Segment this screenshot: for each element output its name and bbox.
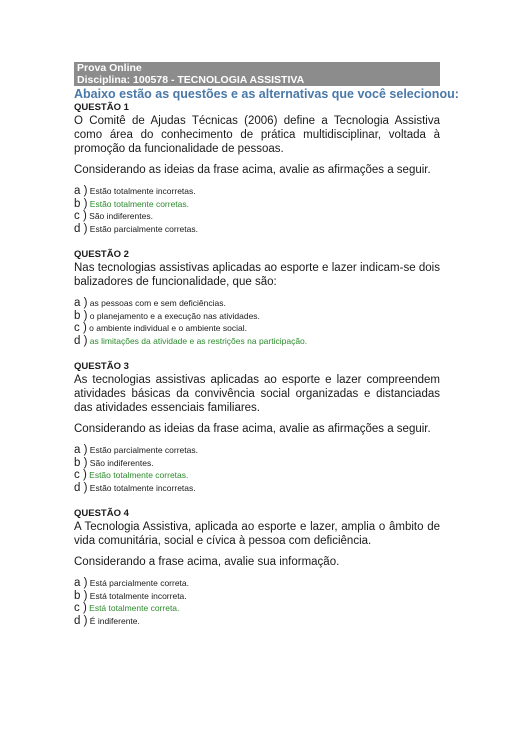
selected-option xyxy=(74,602,440,615)
option-item xyxy=(74,297,440,310)
exam-content xyxy=(74,62,459,641)
exam-title: Prova Online xyxy=(77,62,142,74)
question-label: QUESTÃO 4 xyxy=(74,508,129,519)
option-text: as pessoas com e sem deficiências. xyxy=(89,298,226,308)
option-letter: d ) xyxy=(74,481,88,494)
exam-header xyxy=(74,62,440,86)
option-letter: d ) xyxy=(74,614,88,627)
questions-list xyxy=(74,102,440,627)
option-item xyxy=(74,590,440,603)
question-label: QUESTÃO 1 xyxy=(74,102,129,113)
question-label: QUESTÃO 3 xyxy=(74,361,129,372)
option-text: Está totalmente incorreta. xyxy=(89,590,187,601)
options-list xyxy=(74,185,440,235)
option-text: Estão totalmente incorretas. xyxy=(89,482,196,493)
option-text: o planejamento e a execução nas atividades. xyxy=(89,310,260,321)
option-text: São indiferentes. xyxy=(89,457,154,468)
question-text: A Tecnologia Assistiva, aplicada ao esporte e lazer, amplia o âmbito de vida comunitária, social e cívica à pessoa com deficiência. xyxy=(74,521,440,547)
question-label: QUESTÃO 2 xyxy=(74,249,129,260)
option-letter: d ) xyxy=(74,222,88,235)
option-item xyxy=(74,482,440,495)
question-text: O Comitê de Ajudas Técnicas (2006) define a Tecnologia Assistiva como área do conhecimento de prática multidisciplinar, voltada à promoção da funcionalidade de pessoas. xyxy=(74,115,440,155)
option-letter: b ) xyxy=(74,456,88,469)
selected-option xyxy=(74,198,440,211)
option-letter: c ) xyxy=(74,602,87,614)
option-letter: c ) xyxy=(74,469,87,481)
question-text: As tecnologias assistivas aplicadas ao esporte e lazer compreendem atividades básicas da convivência social organizadas e distanciadas das atividades essenciais familiares. xyxy=(74,374,440,414)
option-text: Está totalmente correta. xyxy=(89,603,180,613)
discipline-line: Disciplina: 100578 - TECNOLOGIA ASSISTIVA xyxy=(77,74,305,86)
option-letter: b ) xyxy=(74,197,88,210)
option-item xyxy=(74,322,440,335)
selected-option xyxy=(74,335,440,348)
option-letter: b ) xyxy=(74,309,88,322)
option-letter: b ) xyxy=(74,589,88,602)
option-letter: a ) xyxy=(74,297,88,309)
option-letter: c ) xyxy=(74,210,87,222)
option-item xyxy=(74,310,440,323)
options-list xyxy=(74,577,440,627)
question-instruction: Considerando as ideias da frase acima, avalie as afirmações a seguir. xyxy=(74,164,431,176)
options-list xyxy=(74,297,440,347)
option-item xyxy=(74,444,440,457)
option-item xyxy=(74,185,440,198)
option-text: São indiferentes. xyxy=(89,211,153,221)
option-text: É indiferente. xyxy=(89,615,140,626)
option-letter: a ) xyxy=(74,577,88,589)
option-text: Estão parcialmente corretas. xyxy=(89,223,198,234)
option-text: o ambiente individual e o ambiente social. xyxy=(89,323,247,333)
option-letter: a ) xyxy=(74,185,88,197)
option-text: as limitações da atividade e as restrições na participação. xyxy=(89,335,308,346)
question-block xyxy=(74,508,440,627)
question-block xyxy=(74,102,440,235)
option-item xyxy=(74,577,440,590)
question-instruction: Considerando as ideias da frase acima, avalie as afirmações a seguir. xyxy=(74,423,431,435)
question-block xyxy=(74,249,440,347)
selected-option xyxy=(74,469,440,482)
question-block xyxy=(74,361,440,494)
option-item xyxy=(74,210,440,223)
option-text: Estão parcialmente corretas. xyxy=(89,445,198,455)
question-instruction: Considerando a frase acima, avalie sua informação. xyxy=(74,556,340,568)
options-list xyxy=(74,444,440,494)
intro-heading: Abaixo estão as questões e as alternativas que você selecionou: xyxy=(74,87,459,101)
option-item xyxy=(74,615,440,628)
option-text: Estão totalmente incorretas. xyxy=(89,186,196,196)
option-text: Estão totalmente corretas. xyxy=(89,198,190,209)
option-item xyxy=(74,457,440,470)
option-letter: a ) xyxy=(74,444,88,456)
option-text: Está parcialmente correta. xyxy=(89,578,190,588)
option-letter: d ) xyxy=(74,334,88,347)
question-text: Nas tecnologias assistivas aplicadas ao esporte e lazer indicam-se dois balizadores de funcionalidade, que são: xyxy=(74,262,440,288)
option-text: Estão totalmente corretas. xyxy=(89,470,189,480)
option-letter: c ) xyxy=(74,322,87,334)
option-item xyxy=(74,223,440,236)
